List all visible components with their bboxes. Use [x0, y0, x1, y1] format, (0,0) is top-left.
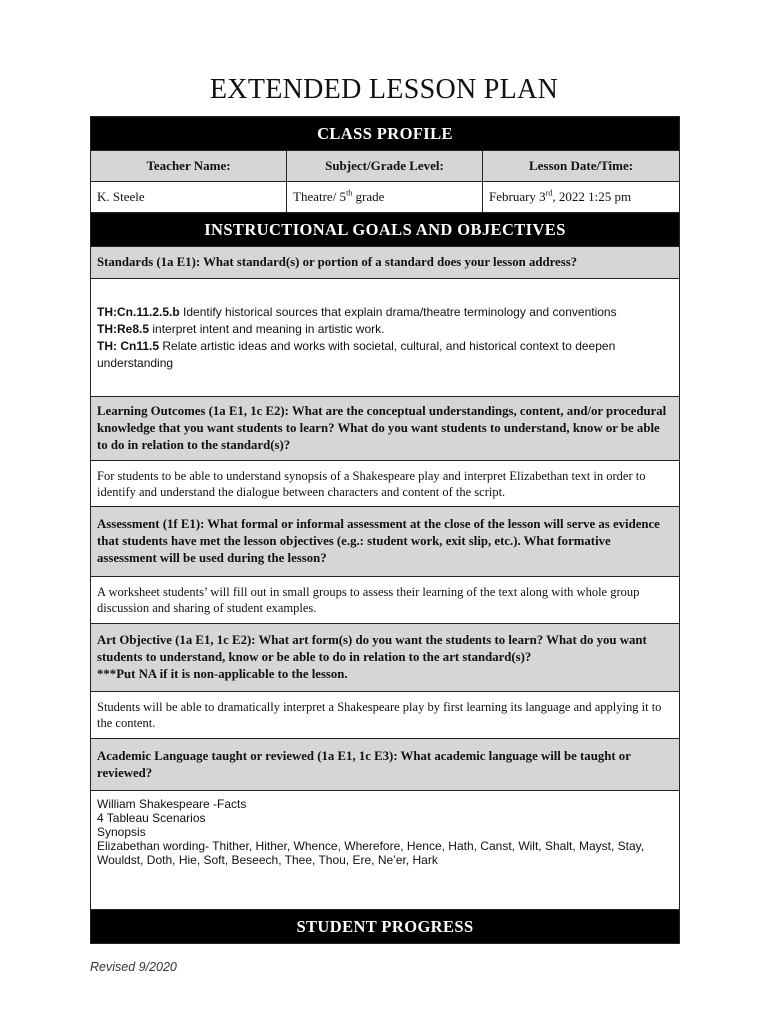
academic-language-prompt: Academic Language taught or reviewed (1a E1, 1c E3): What academic language will be taught or reviewed? [91, 739, 680, 791]
art-objective-note: ***Put NA if it is non-applicable to the lesson. [97, 667, 348, 681]
academic-language-line: Synopsis [97, 825, 146, 839]
assessment-answer: A worksheet students’ will fill out in small groups to assess their learning of the text along with whole group discussion and sharing of student examples. [91, 577, 680, 624]
page-title: EXTENDED LESSON PLAN [209, 74, 559, 105]
lesson-plan-table [90, 116, 680, 944]
learning-outcomes-prompt: Learning Outcomes (1a E1, 1c E2): What are the conceptual understandings, content, and/or procedural knowledge that you want students to learn? What do you want students to understand, know or be able to do in relation to the standard(s)? [91, 397, 680, 461]
academic-language-line: 4 Tableau Scenarios [97, 811, 206, 825]
teacher-name-value: K. Steele [91, 182, 287, 213]
assessment-prompt: Assessment (1f E1): What formal or informal assessment at the close of the lesson will serve as evidence that students have met the lesson objectives (e.g.: student work, exit slip, etc.). What formative assessment will be used during the lesson? [91, 507, 680, 577]
learning-outcomes-answer: For students to be able to understand synopsis of a Shakespeare play and interpret Elizabethan text in order to identify and understand the dialogue between characters and content of the script. [91, 461, 680, 507]
art-objective-answer: Students will be able to dramatically interpret a Shakespeare play by first learning its language and applying it to the content. [91, 692, 680, 739]
goals-header: INSTRUCTIONAL GOALS AND OBJECTIVES [91, 213, 680, 247]
revision-footer: Revised 9/2020 [90, 960, 177, 974]
class-profile-header: CLASS PROFILE [91, 117, 680, 151]
academic-language-line: Elizabethan wording- Thither, Hither, Whence, Wherefore, Hence, Hath, Canst, Wilt, Shalt, Mayst, Stay, Wouldst, Doth, Hie, Soft, Beseech, Thee, Thou, Ere, Ne’er, Hark [97, 839, 645, 867]
lesson-date-label: Lesson Date/Time: [483, 151, 680, 182]
art-objective-prompt: Art Objective (1a E1, 1c E2): What art form(s) do you want the students to learn? What do you want students to understand, know or be able to do in relation to the art standard(s)? ***Put NA if it is non-applicable to the lesson. [91, 624, 680, 692]
lesson-date-value: February 3rd, 2022 1:25 pm [483, 182, 680, 213]
standards-answer [91, 279, 680, 397]
subject-grade-value: Theatre/ 5th grade [287, 182, 483, 213]
subject-grade-label: Subject/Grade Level: [287, 151, 483, 182]
standards-prompt: Standards (1a E1): What standard(s) or portion of a standard does your lesson address? [91, 247, 680, 279]
academic-language-answer [91, 791, 680, 910]
standard-item: TH:Cn.11.2.5.b Identify historical sources that explain drama/theatre terminology and conventions [97, 304, 617, 319]
student-progress-header: STUDENT PROGRESS [91, 910, 680, 944]
standard-item: TH: Cn11.5 Relate artistic ideas and works with societal, cultural, and historical context to deepen understanding [97, 338, 616, 370]
teacher-name-label: Teacher Name: [91, 151, 287, 182]
standard-item: TH:Re8.5 interpret intent and meaning in artistic work. [97, 321, 385, 336]
academic-language-line: William Shakespeare -Facts [97, 797, 247, 811]
